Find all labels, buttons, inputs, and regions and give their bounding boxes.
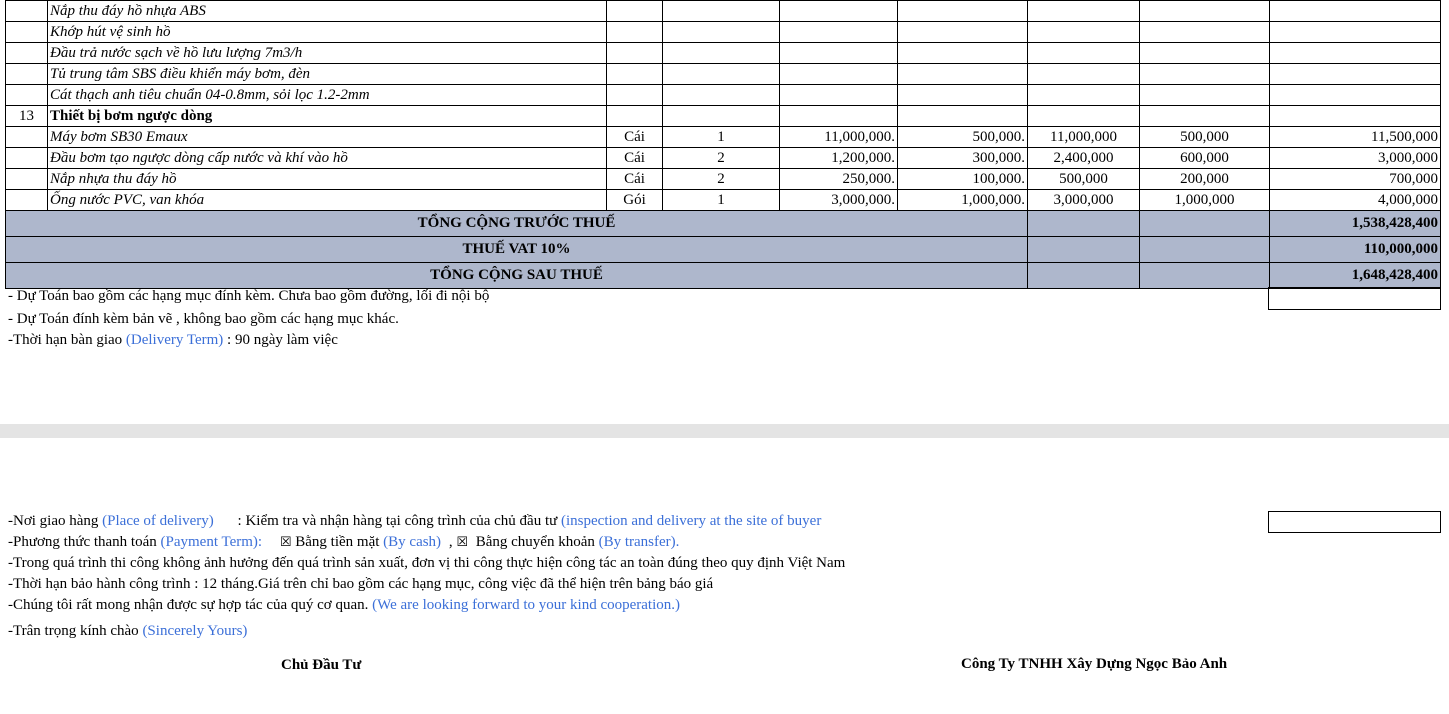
cell-total: 4,000,000 [1270,190,1441,211]
cell-total-material: 2,400,000 [1028,148,1140,169]
note-cooperation [8,597,680,614]
table-row [6,43,1441,64]
checked-box-icon: ☒ [456,535,468,550]
table-row [6,148,1441,169]
cell-num [6,43,48,64]
cell-unit [607,64,663,85]
place-value-english: (inspection and delivery at the site of buyer [561,513,822,529]
regards-english: (Sincerely Yours) [142,623,248,639]
cell-unit: Gói [607,190,663,211]
cell-total-labor [1140,106,1270,127]
signature-investor: Chủ Đầu Tư [281,657,362,673]
cell-qty [663,43,780,64]
cooperation-english: (We are looking forward to your kind cooperation.) [372,597,681,613]
cell-num [6,190,48,211]
cell-total-material [1028,106,1140,127]
summary-empty [1028,211,1140,237]
cell-price-labor [898,43,1028,64]
summary-empty [1140,263,1270,289]
table-row [6,85,1441,106]
regards-text: -Trân trọng kính chào [8,623,139,639]
note-warranty: -Thời hạn bảo hành công trình : 12 tháng.Giá trên chỉ bao gồm các hạng mục, công việc đã thể hiện trên bảng báo giá [8,576,714,592]
table-row [6,190,1441,211]
cell-qty [663,64,780,85]
cell-name: Đầu trả nước sạch về hồ lưu lượng 7m3/h [48,43,607,64]
cell-total-labor [1140,1,1270,22]
cell-unit [607,22,663,43]
place-value: : Kiểm tra và nhận hàng tại công trình của chủ đầu tư [237,513,558,529]
cell-price-labor [898,106,1028,127]
payment-transfer-english: (By transfer). [598,534,680,550]
summary-empty [1028,263,1140,289]
cell-total-labor: 1,000,000 [1140,190,1270,211]
summary-label: TỔNG CỘNG SAU THUẾ [6,263,1028,289]
cell-total-material [1028,22,1140,43]
cell-total-material: 3,000,000 [1028,190,1140,211]
table-row [6,127,1441,148]
cell-num: 13 [6,106,48,127]
place-label: -Nơi giao hàng [8,513,99,529]
cell-unit [607,43,663,64]
cell-price-labor [898,1,1028,22]
cell-unit: Cái [607,169,663,190]
cell-total-labor [1140,22,1270,43]
cell-total [1270,106,1441,127]
note-regards [8,623,247,640]
cell-total: 700,000 [1270,169,1441,190]
page-break-band [0,424,1449,438]
cell-price-material [780,106,898,127]
cell-num [6,22,48,43]
cell-price-labor: 1,000,000. [898,190,1028,211]
summary-row [6,237,1441,263]
cell-num [6,64,48,85]
cell-qty: 2 [663,148,780,169]
signature-company: Công Ty TNHH Xây Dựng Ngọc Bảo Anh [961,656,1228,672]
cooperation-text: -Chúng tôi rất mong nhận được sự hợp tác của quý cơ quan. [8,597,369,613]
summary-value: 1,538,428,400 [1270,211,1441,237]
cell-total [1270,64,1441,85]
cell-total-labor: 500,000 [1140,127,1270,148]
note-scope: - Dự Toán bao gồm các hạng mục đính kèm. Chưa bao gồm đường, lối đi nội bộ [8,288,490,304]
cell-num [6,148,48,169]
delivery-term-label: -Thời hạn bàn giao [8,332,123,348]
cell-unit: Cái [607,127,663,148]
group-row [6,106,1441,127]
payment-separator: , [448,534,453,550]
note-delivery-term [8,332,338,349]
summary-empty [1028,237,1140,263]
cell-name: Khớp hút vệ sinh hồ [48,22,607,43]
note-drawing: - Dự Toán đính kèm bản vẽ , không bao gồm các hạng mục khác. [8,311,399,327]
cell-total-material: 500,000 [1028,169,1140,190]
cell-total-labor: 600,000 [1140,148,1270,169]
cell-price-material [780,22,898,43]
note-safety: -Trong quá trình thi công không ảnh hưởng đến quá trình sản xuất, đơn vị thi công thực hiện công tác an toàn đúng theo quy định Việt Nam [8,555,846,571]
cell-price-labor [898,85,1028,106]
cell-num [6,127,48,148]
empty-cell [1268,287,1441,310]
summary-value: 1,648,428,400 [1270,263,1441,289]
cell-total [1270,43,1441,64]
cell-num [6,85,48,106]
payment-cash-english: (By cash) [383,534,442,550]
cell-total [1270,85,1441,106]
note-place-of-delivery [8,513,821,530]
cell-num [6,1,48,22]
cell-qty: 2 [663,169,780,190]
cell-price-material [780,64,898,85]
summary-label: TỔNG CỘNG TRƯỚC THUẾ [6,211,1028,237]
table-row [6,169,1441,190]
cell-total [1270,22,1441,43]
delivery-term-english: (Delivery Term) [125,332,224,348]
place-english: (Place of delivery) [102,513,214,529]
quotation-table [5,0,1441,289]
cell-name: Nắp nhựa thu đáy hồ [48,169,607,190]
cell-price-material [780,85,898,106]
cell-price-material: 11,000,000. [780,127,898,148]
cell-total-labor [1140,64,1270,85]
checked-box-icon: ☒ [279,535,292,550]
cell-name: Ống nước PVC, van khóa [48,190,607,211]
cell-qty [663,106,780,127]
summary-label: THUẾ VAT 10% [6,237,1028,263]
cell-price-labor [898,64,1028,85]
cell-qty [663,1,780,22]
cell-price-labor: 100,000. [898,169,1028,190]
note-payment-term [8,534,679,551]
cell-name: Đầu bơm tạo ngược dòng cấp nước và khí vào hồ [48,148,607,169]
summary-value: 110,000,000 [1270,237,1441,263]
cell-total: 3,000,000 [1270,148,1441,169]
cell-unit [607,85,663,106]
cell-num [6,169,48,190]
cell-name: Thiết bị bơm ngược dòng [48,106,607,127]
cell-unit [607,1,663,22]
cell-name: Nắp thu đáy hồ nhựa ABS [48,1,607,22]
cell-price-labor [898,22,1028,43]
cell-price-labor: 300,000. [898,148,1028,169]
cell-qty [663,85,780,106]
cell-name: Cát thạch anh tiêu chuẩn 04-0.8mm, sỏi lọc 1.2-2mm [48,85,607,106]
cell-total [1270,1,1441,22]
cell-total-material [1028,64,1140,85]
empty-cell [1268,511,1441,533]
cell-name: Tủ trung tâm SBS điều khiển máy bơm, đèn [48,64,607,85]
cell-total-material [1028,43,1140,64]
summary-row [6,211,1441,237]
table-row [6,1,1441,22]
cell-total-labor [1140,85,1270,106]
payment-label: -Phương thức thanh toán [8,534,157,550]
summary-empty [1140,237,1270,263]
cell-price-labor: 500,000. [898,127,1028,148]
cell-qty: 1 [663,127,780,148]
cell-total-material [1028,1,1140,22]
cell-qty: 1 [663,190,780,211]
cell-total-material: 11,000,000 [1028,127,1140,148]
cell-total: 11,500,000 [1270,127,1441,148]
cell-name: Máy bơm SB30 Emaux [48,127,607,148]
summary-empty [1140,211,1270,237]
table-row [6,64,1441,85]
cell-price-material [780,43,898,64]
cell-price-material [780,1,898,22]
cell-unit: Cái [607,148,663,169]
cell-price-material: 250,000. [780,169,898,190]
payment-english: (Payment Term): [160,534,263,550]
cell-price-material: 3,000,000. [780,190,898,211]
cell-total-material [1028,85,1140,106]
payment-cash: Bằng tiền mặt [295,534,380,550]
delivery-term-value: : 90 ngày làm việc [227,332,338,348]
cell-qty [663,22,780,43]
cell-total-labor: 200,000 [1140,169,1270,190]
table-row [6,22,1441,43]
payment-transfer: Bằng chuyển khoản [475,534,595,550]
cell-unit [607,106,663,127]
cell-total-labor [1140,43,1270,64]
summary-row [6,263,1441,289]
cell-price-material: 1,200,000. [780,148,898,169]
